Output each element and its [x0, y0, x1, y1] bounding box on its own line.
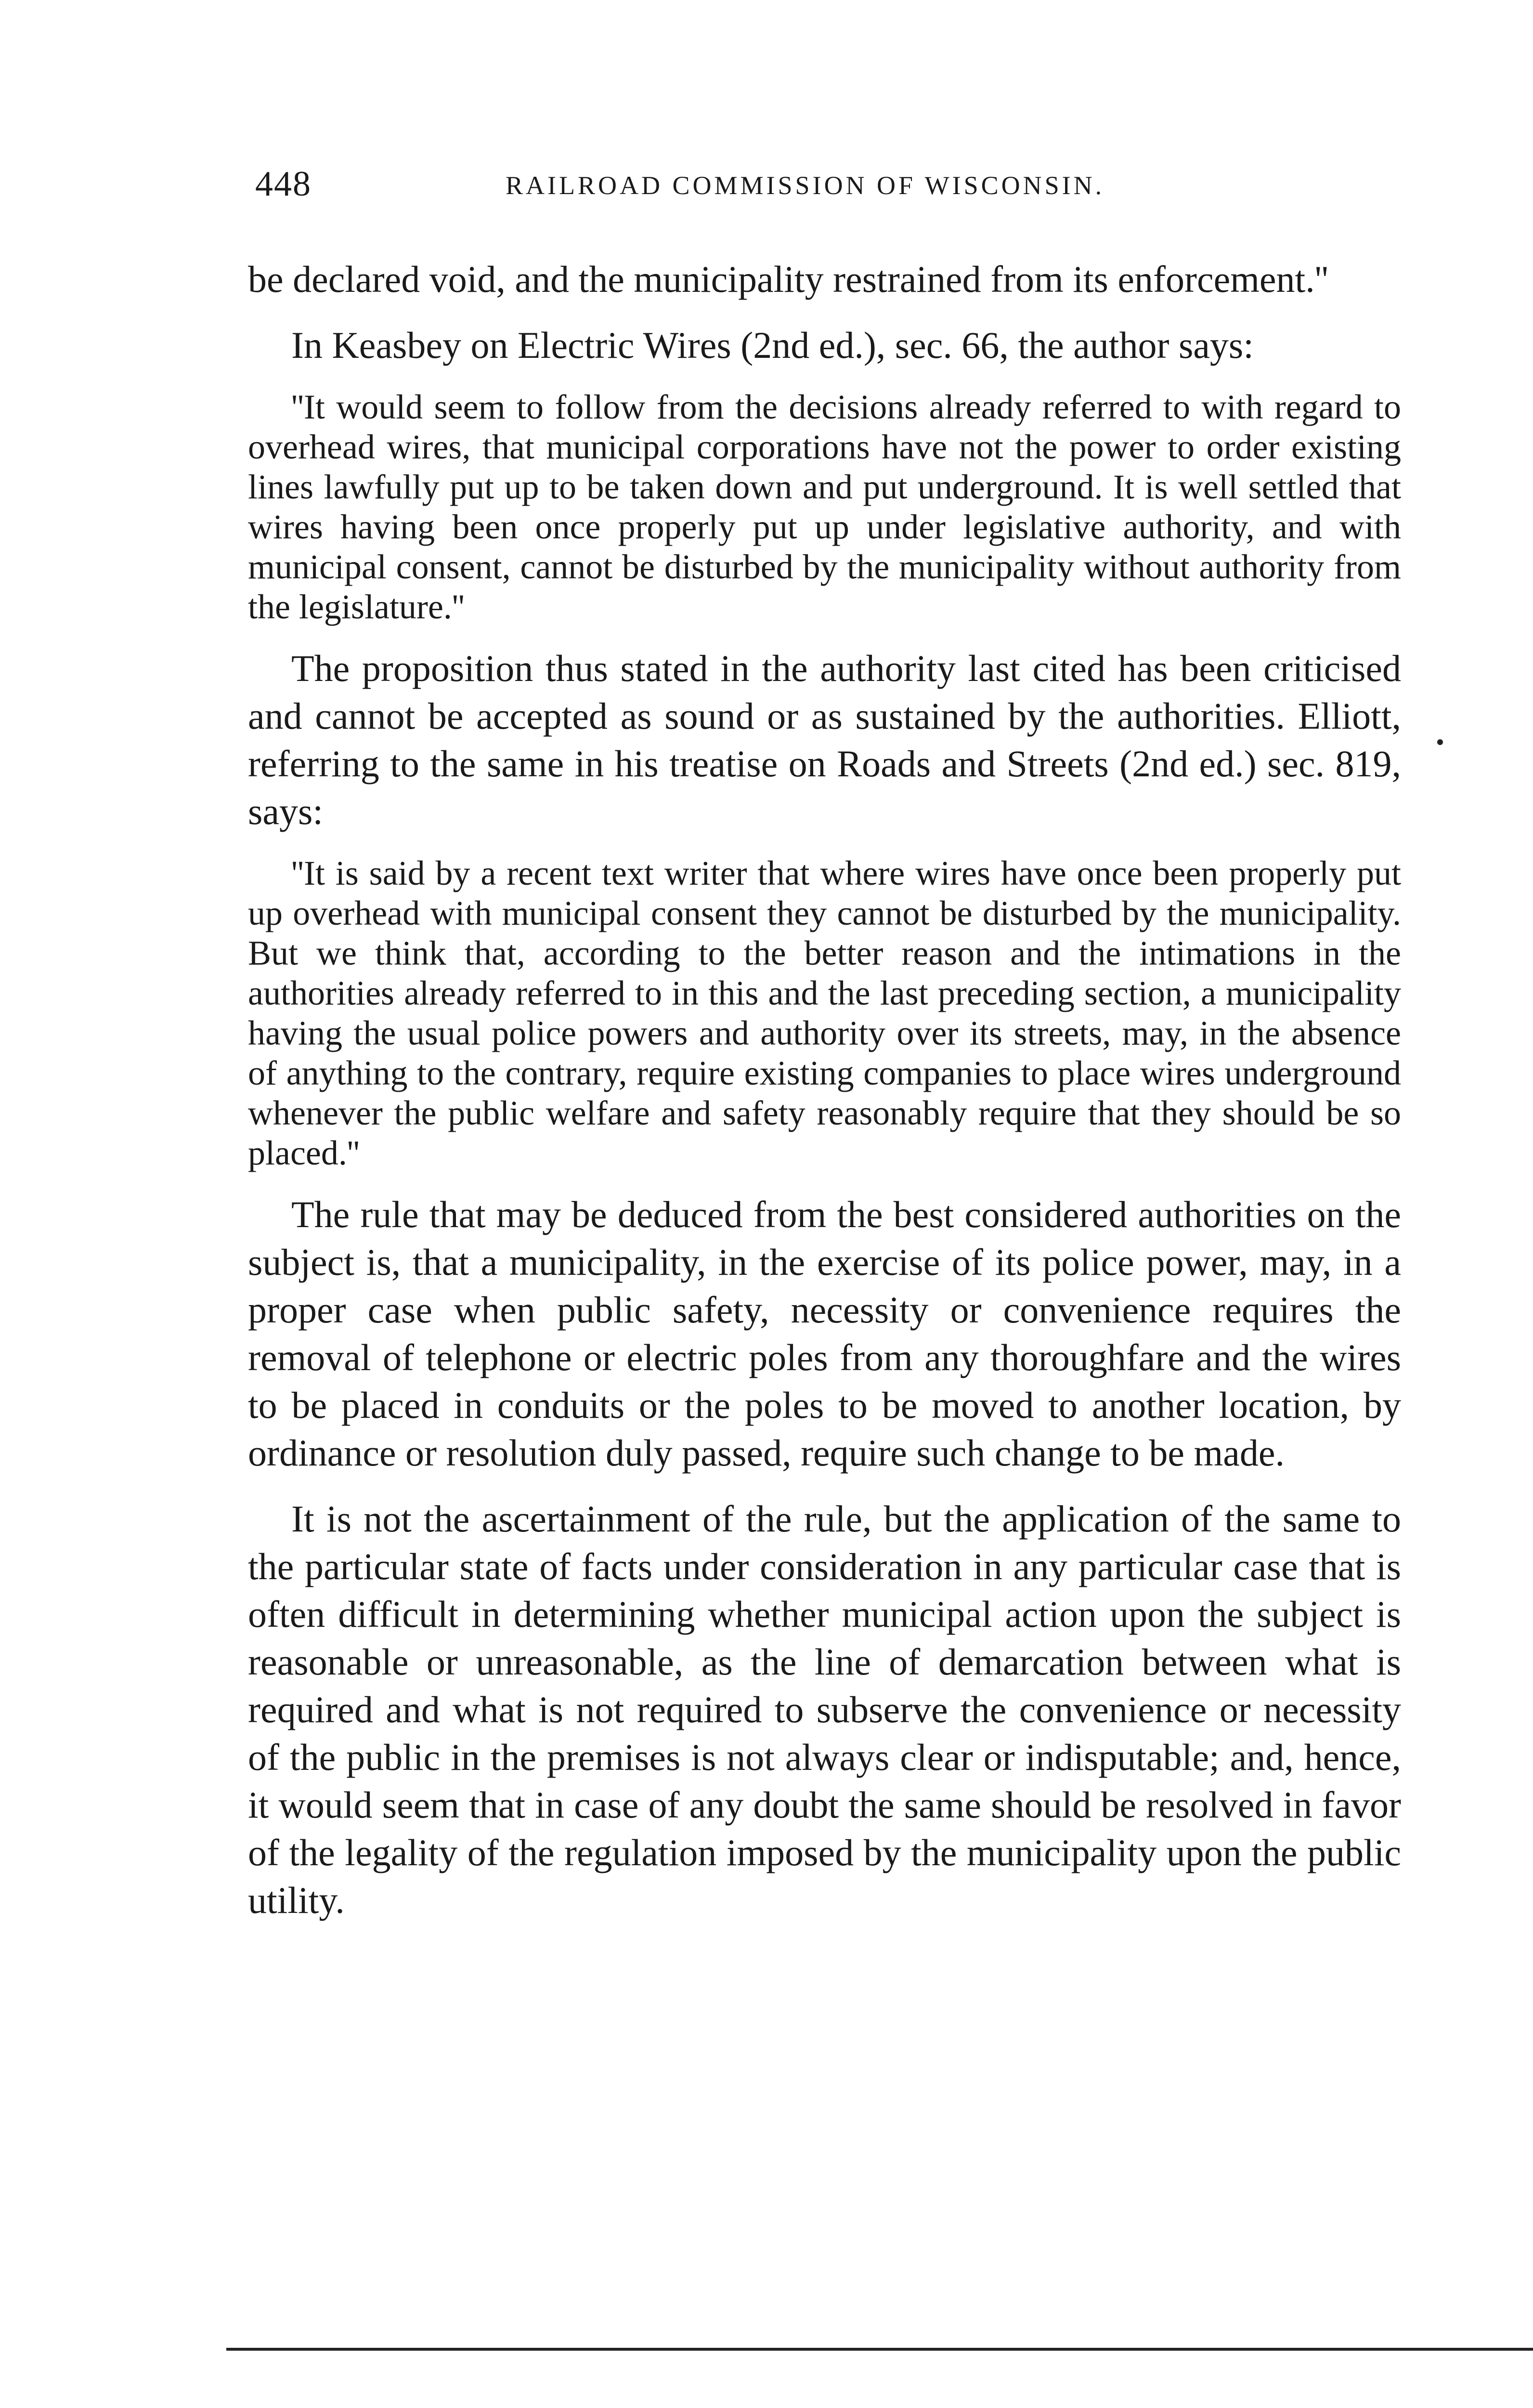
running-head: RAILROAD COMMISSION OF WISCONSIN. [506, 171, 1105, 200]
page-number: 448 [255, 164, 312, 204]
margin-speck [1437, 739, 1443, 745]
paragraph-rule: The rule that may be deduced from the best considered authorities on the subject is, that a municipality, in the exercise of its police power, may, in a proper case when public safety, necessity or convenience requires the removal of telephone or electric poles from any thoroughfare and the wires to be placed in conduits or the poles to be moved to another location, by ordinance or resolution duly passed, require such change to be made. [248, 1193, 1401, 1474]
paragraph-elliott-intro: The proposition thus stated in the authority last cited has been criticised and cannot be accepted as sound or as sustained by the authorities. Elliott, referring to the same in his treatise on Roads and Streets (2nd ed.) sec. 819, says: [248, 647, 1401, 832]
page-header [255, 164, 1411, 212]
block-quote-keasbey: ''It would seem to follow from the decisions already referred to with regard to overhead wires, that municipal corporations have not the power to order existing lines lawfully put up to be taken down and put underground. It is well settled that wires having been once properly put up under legislative authority, and with municipal consent, cannot be disturbed by the municipality without authority from the legislature.'' [248, 388, 1401, 626]
footer-rule [226, 2348, 1533, 2351]
body-text [248, 255, 1401, 1942]
paragraph-application: It is not the ascertainment of the rule, but the application of the same to the particular state of facts under consideration in any particular case that is often difficult in determining whether municipal action upon the subject is reasonable or unreasonable, as the line of demarcation between what is required and what is not required to subserve the convenience or necessity of the public in the premises is not always clear or indisputable; and, hence, it would seem that in case of any doubt the same should be resolved in favor of the legality of the regulation imposed by the municipality upon the public utility. [248, 1498, 1401, 1921]
paragraph-keasbey-intro: In Keasbey on Electric Wires (2nd ed.), sec. 66, the author says: [291, 324, 1254, 366]
paragraph-continuation: be declared void, and the municipality restrained from its enforcement.'' [248, 258, 1328, 300]
block-quote-elliott: ''It is said by a recent text writer that where wires have once been properly put up overhead with municipal consent they cannot be disturbed by the municipality. But we think that, according to the better reason and the intimations in the authorities already referred to in this and the last preceding section, a municipality having the usual police powers and authority over its streets, may, in the absence of anything to the contrary, require existing companies to place wires underground whenever the public welfare and safety reasonably require that they should be so placed.'' [248, 854, 1401, 1172]
